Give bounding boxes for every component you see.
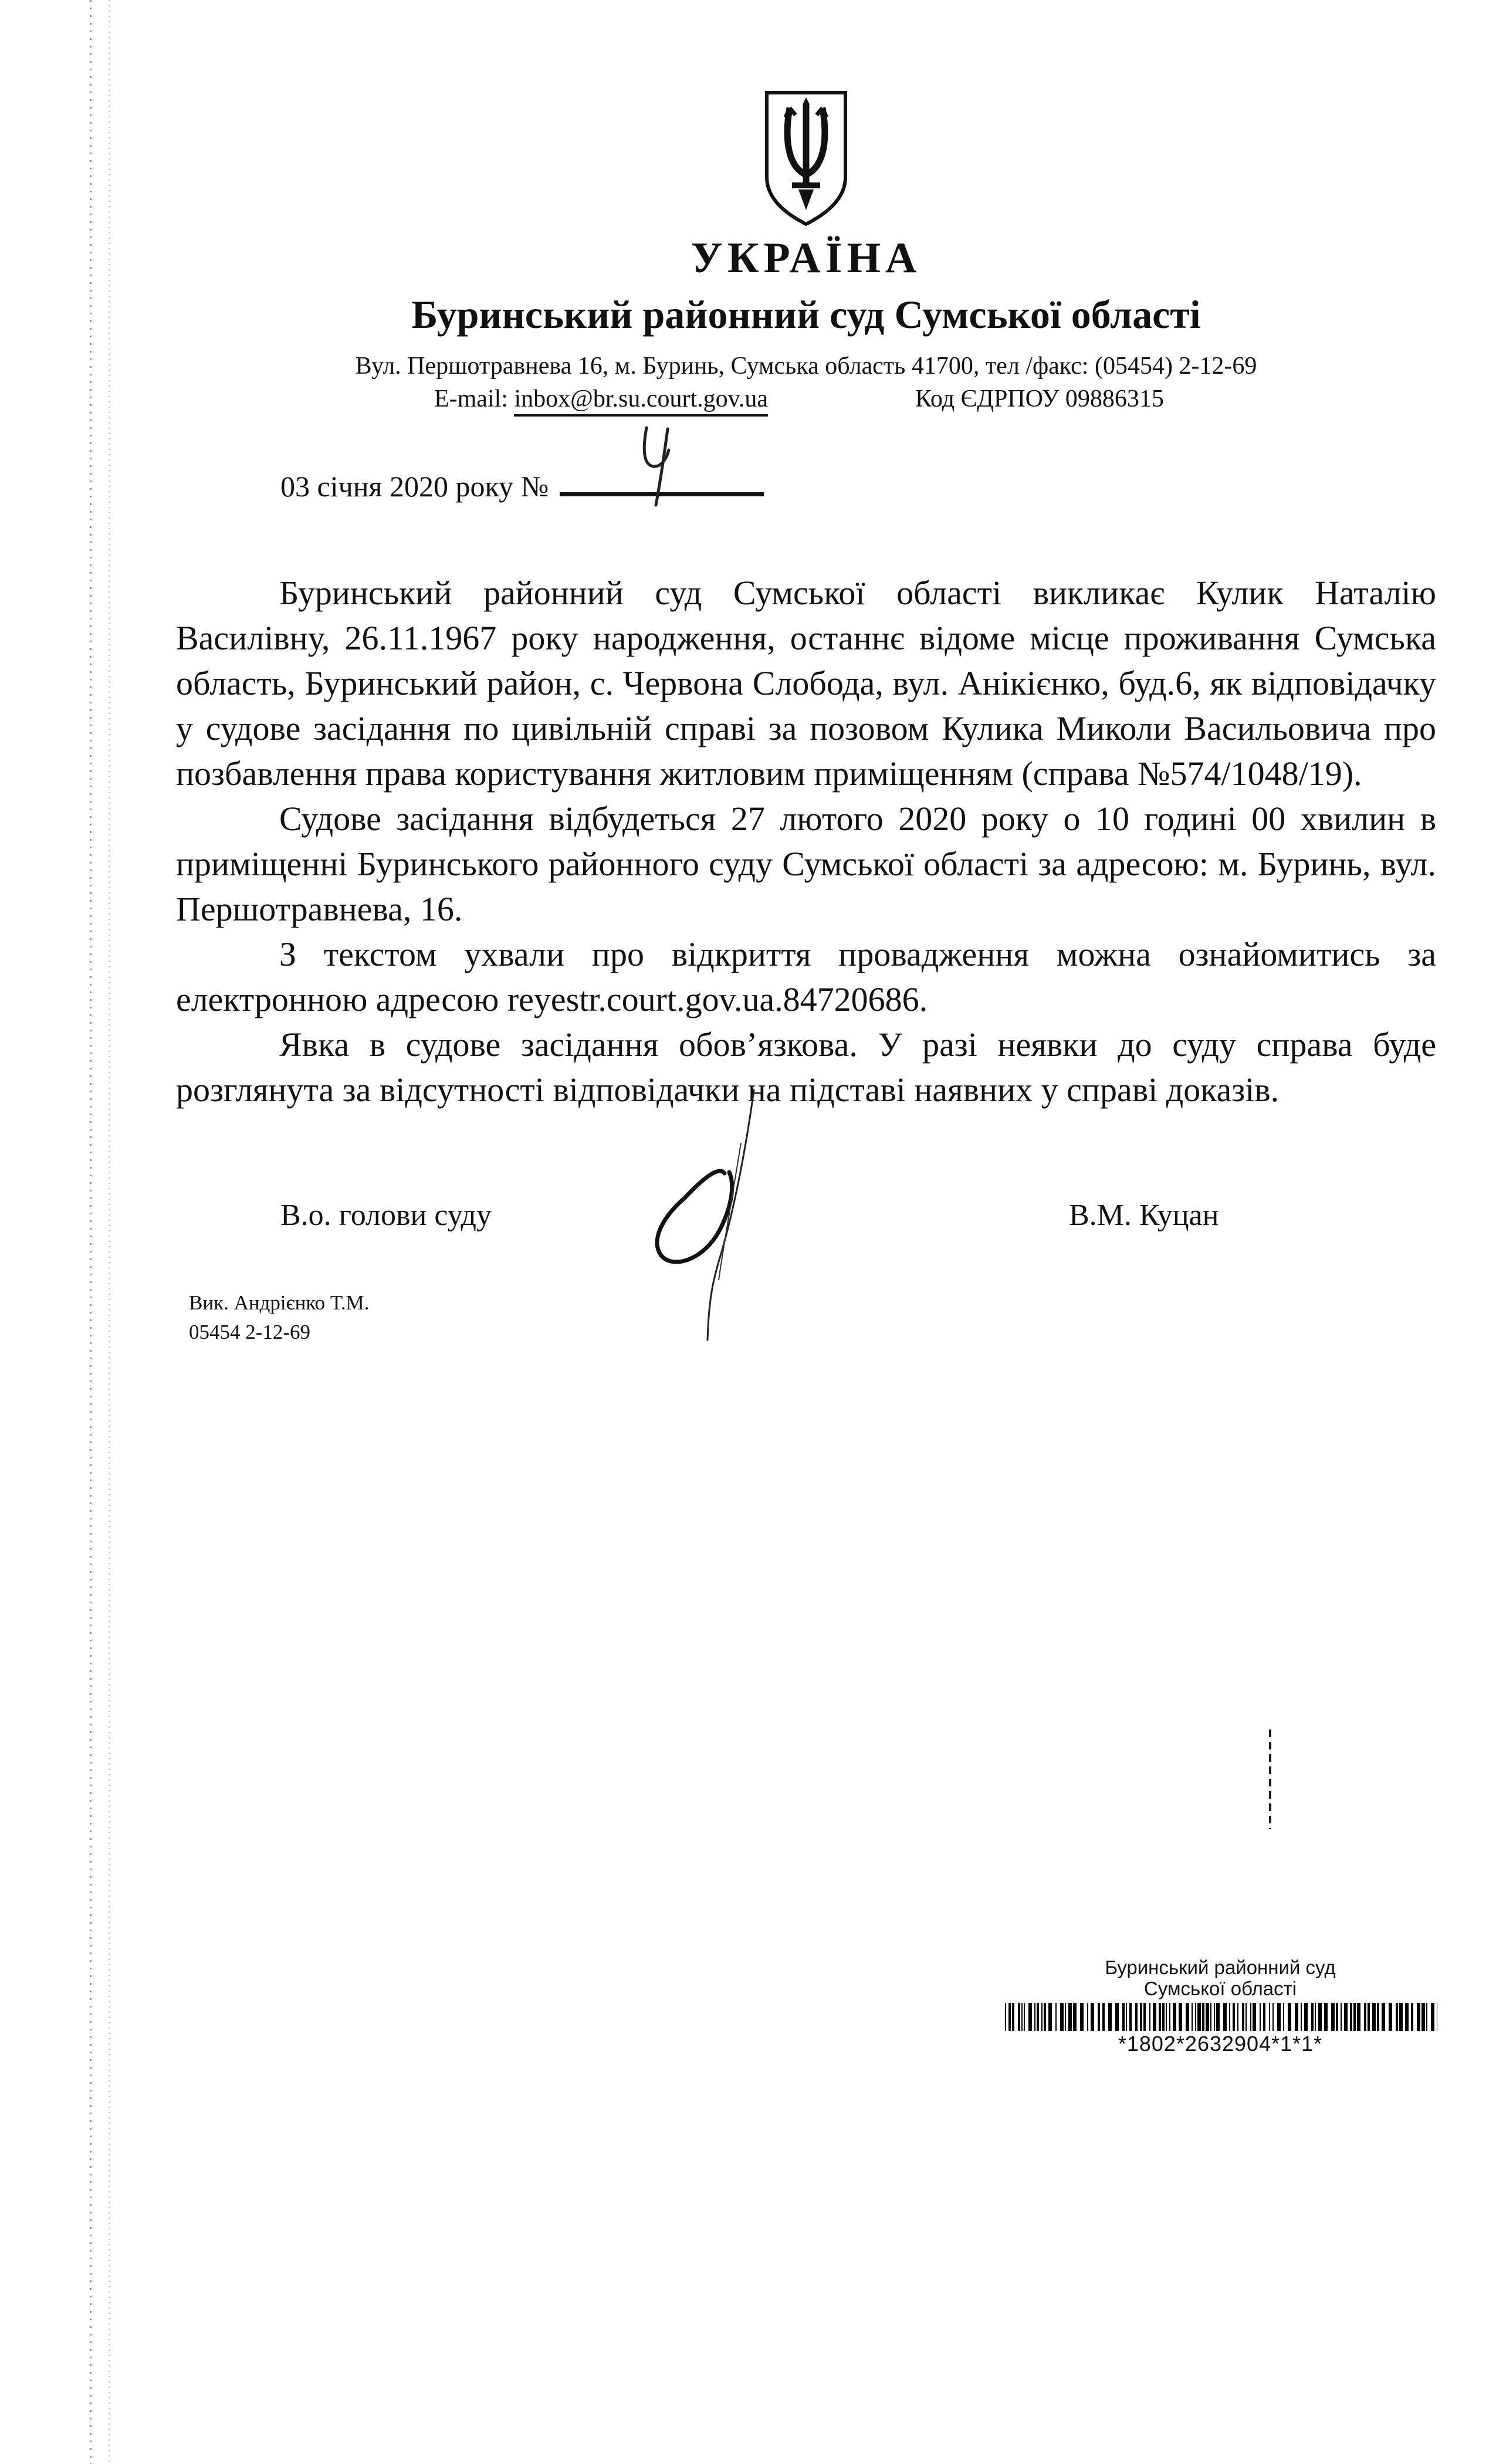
email-line	[434, 385, 768, 413]
signature-title: В.о. голови суду	[280, 1199, 492, 1232]
handwritten-doc-number	[636, 422, 673, 510]
barcode	[1003, 2003, 1437, 2031]
stamp-court-line2: Сумської області	[1143, 1978, 1297, 1999]
ukraine-trident-emblem-icon	[762, 88, 850, 229]
paragraph-hearing-date: Судове засідання відбудеться 27 лютого 2020 року о 10 годині 00 хвилин в приміщенні Буринського районного суду Сумської області за адресою: м. Буринь, вул. Першотравнева, 16.	[176, 800, 1436, 928]
stamp-court-line1: Буринський районний суд	[1105, 1957, 1336, 1978]
paragraph-attendance: Явка в судове засідання обов’язкова. У разі неявки до суду справа буде розглянута за відсутності відповідачки на підставі наявних у справі доказів.	[176, 1025, 1436, 1109]
signature-ink	[631, 1087, 789, 1345]
date-and-number-row	[280, 468, 764, 505]
email-label: E-mail:	[434, 385, 508, 412]
paragraph-summons: Буринський районний суд Сумської області викликає Кулик Наталію Василівну, 26.11.1967 року народження, останнє відоме місце проживання Сумська область, Буринський район, с. Червона Слобода, вул. Анікієнко, буд.6, як відповідачку у судове засідання по цивільній справі за позовом Кулика Миколи Васильовича про позбавлення права користування житловим приміщенням (справа №574/1048/19).	[176, 574, 1436, 793]
paragraph-ruling-access: З текстом ухвали про відкриття провадження можна ознайомитись за електронною адресою reyestr.court.gov.ua.84720686.	[176, 935, 1436, 1018]
registration-stamp	[1003, 1957, 1437, 2057]
country-title: УКРАЇНА	[691, 234, 922, 282]
email-address: inbox@br.su.court.gov.ua	[514, 385, 768, 417]
barcode-text: *1802*2632904*1*1*	[1118, 2032, 1323, 2056]
edrpou-code: Код ЄДРПОУ 09886315	[915, 385, 1164, 412]
executor-name: Вик. Андрієнко Т.М.	[189, 1291, 370, 1314]
court-name: Буринський районний суд Сумської області	[411, 292, 1201, 337]
court-address-line: Вул. Першотравнева 16, м. Буринь, Сумська область 41700, тел /факс: (05454) 2-12-69	[355, 353, 1257, 380]
scan-edge-artifact-left	[90, 0, 92, 2464]
scan-dash-artifact-right	[1269, 1729, 1271, 1829]
document-body	[176, 570, 1436, 1112]
contact-row	[176, 385, 1436, 419]
executor-block	[189, 1288, 369, 1347]
letterhead	[176, 0, 1436, 419]
signature-name: В.М. Куцан	[1069, 1199, 1219, 1232]
doc-number-blank-line	[560, 485, 764, 496]
executor-phone: 05454 2-12-69	[189, 1321, 311, 1343]
scan-edge-artifact-left-2	[109, 0, 110, 2464]
date-line: 03 січня 2020 року №	[280, 470, 549, 503]
